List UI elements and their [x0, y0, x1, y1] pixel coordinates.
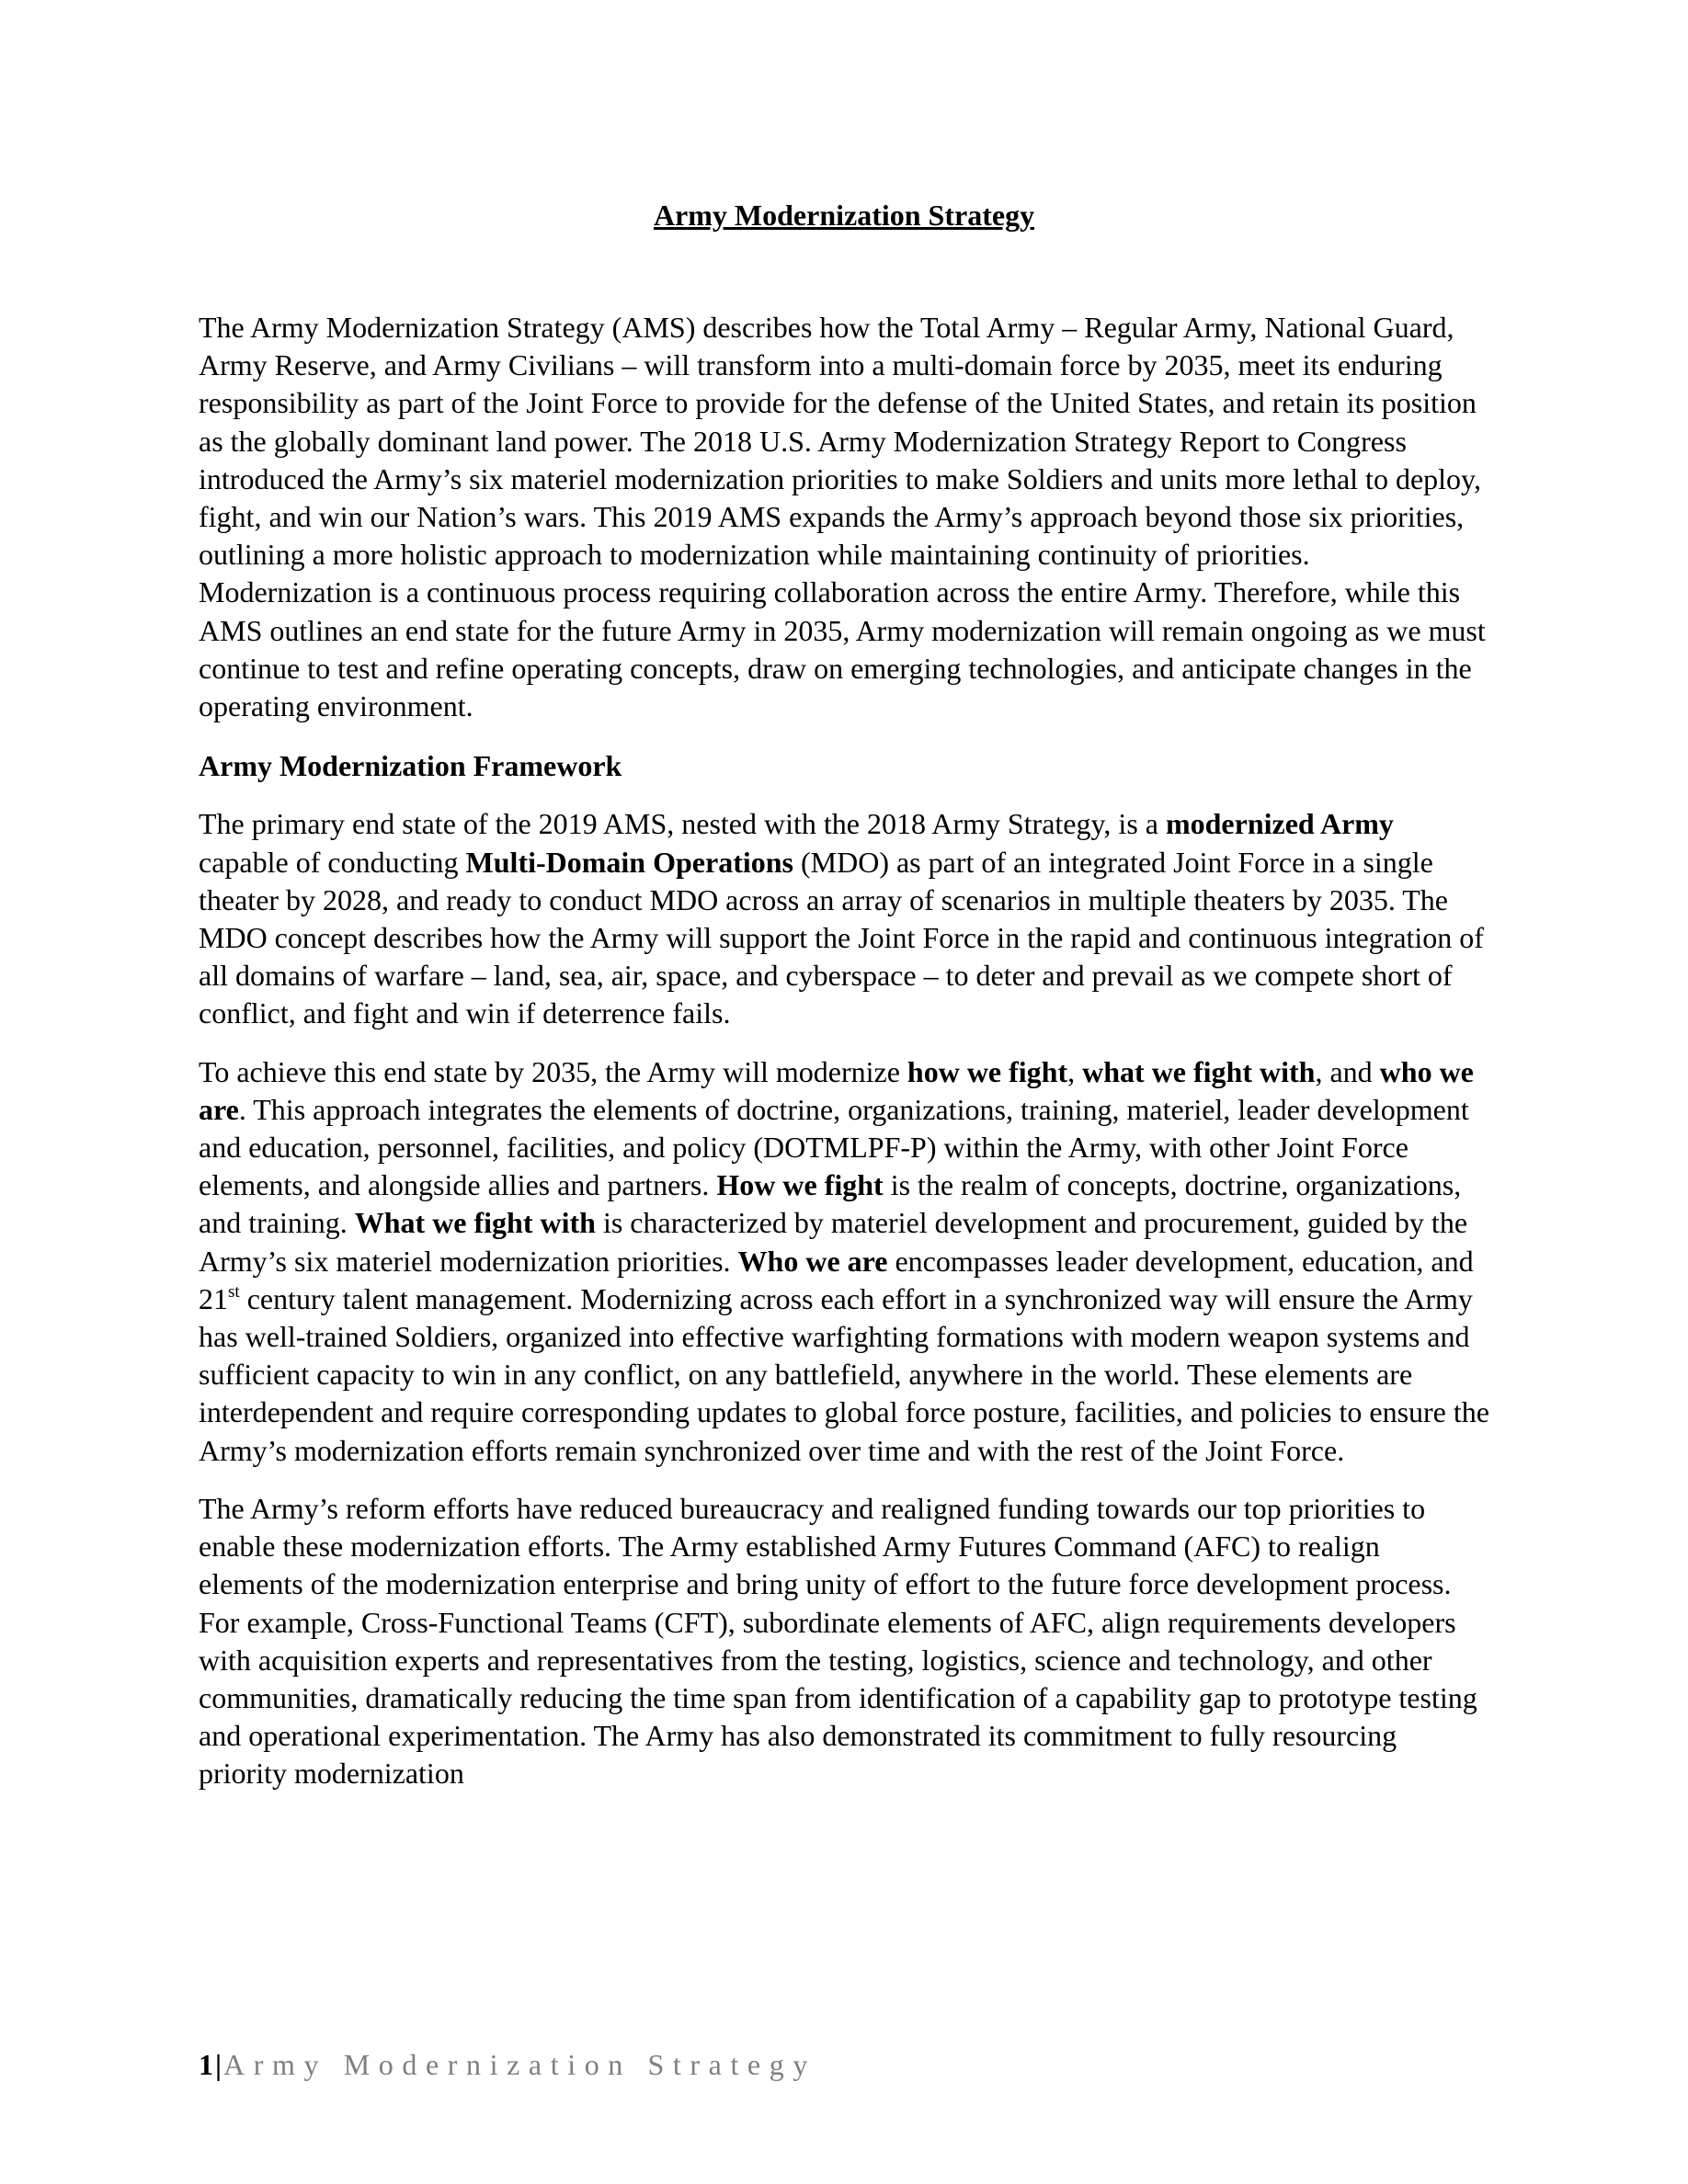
bold-term-mdo: Multi-Domain Operations: [465, 845, 793, 879]
bold-term-how-we-fight: how we fight: [907, 1054, 1068, 1088]
ordinal-superscript: st: [228, 1281, 240, 1302]
text-run: (MDO) as part of an integrated Joint Force in a single theater by 2028, and ready to conduct MDO across an array of scenarios in multiple theaters by 2035. The MDO concept describes how the Army will support the Joint Force in the rapid and continuous integration of all domains of warfare – land, sea, air, space, and cyberspace – to deter and prevail as we compete short of conflict, and fight and win if deterrence fails.: [199, 845, 1484, 1030]
text-run: To achieve this end state by 2035, the Army will modernize: [199, 1054, 907, 1088]
text-run: , and: [1315, 1054, 1380, 1088]
bold-term-how-we-fight-2: How we fight: [716, 1168, 884, 1202]
text-run: ,: [1067, 1054, 1083, 1088]
text-run: capable of conducting: [199, 845, 466, 879]
bold-term-what-we-fight-with-2: What we fight with: [354, 1206, 596, 1240]
reform-efforts-paragraph: The Army’s reform efforts have reduced bureaucracy and realigned funding towards our top priorities to enable these modernization efforts. The Army established Army Futures Command (AFC) to realign elements of the modernization enterprise and bring unity of effort to the future force development process. For example, Cross-Functional Teams (CFT), subordinate elements of AFC, align requirements developers with acquisition experts and representatives from the testing, logistics, science and technology, and other communities, dramatically reducing the time span from identification of a capability gap to prototype testing and operational experimentation. The Army has also demonstrated its commitment to fully resourcing priority modernization: [199, 1491, 1477, 1791]
end-state-paragraph: [199, 805, 1489, 1032]
footer-separator: |: [215, 2048, 222, 2081]
bold-term-modernized-army: modernized Army: [1165, 807, 1394, 841]
section-heading-framework: Army Modernization Framework: [199, 749, 622, 783]
footer-running-title: Army Modernization Strategy: [223, 2048, 816, 2081]
bold-term-who-we-are: who we are: [199, 1054, 1474, 1126]
text-run: is the realm of concepts, doctrine, organizations, and training.: [199, 1168, 1462, 1240]
page-number: 1: [199, 2048, 213, 2081]
page-content: [199, 195, 1489, 1793]
intro-paragraph: The Army Modernization Strategy (AMS) describes how the Total Army – Regular Army, National Guard, Army Reserve, and Army Civilians – will transform into a multi-domain force by 2035, meet its enduring responsibility as part of the Joint Force to provide for the defense of the United States, and retain its position as the globally dominant land power. The 2018 U.S. Army Modernization Strategy Report to Congress introduced the Army’s six materiel modernization priorities to make Soldiers and units more lethal to deploy, fight, and win our Nation’s wars. This 2019 AMS expands the Army’s approach beyond those six priorities, outlining a more holistic approach to modernization while maintaining continuity of priorities. Modernization is a continuous process requiring collaboration across the entire Army. Therefore, while this AMS outlines an end state for the future Army in 2035, Army modernization will remain ongoing as we must continue to test and refine operating concepts, draw on emerging technologies, and anticipate changes in the operating environment.: [199, 311, 1486, 723]
text-run: is characterized by materiel development and procurement, guided by the Army’s six materiel modernization priorities.: [199, 1206, 1468, 1278]
modernize-approach-paragraph: [199, 1053, 1489, 1470]
document-title: Army Modernization Strategy: [653, 199, 1035, 232]
bold-term-what-we-fight-with: what we fight with: [1082, 1054, 1316, 1088]
text-run: century talent management. Modernizing across each effort in a synchronized way will ensure the Army has well-trained Soldiers, organized into effective warfighting formations with modern weapon systems and sufficient capacity to win in any conflict, on any battlefield, anywhere in the world. These elements are interdependent and require corresponding updates to global force posture, facilities, and policies to ensure the Army’s modernization efforts remain synchronized over time and with the rest of the Joint Force.: [199, 1281, 1489, 1467]
bold-term-who-we-are-2: Who we are: [737, 1244, 888, 1278]
text-run: The primary end state of the 2019 AMS, nested with the 2018 Army Strategy, is a: [199, 807, 1166, 841]
page-footer: [199, 2046, 816, 2083]
text-run: encompasses leader development, education, and 21: [199, 1244, 1474, 1315]
text-run: . This approach integrates the elements of doctrine, organizations, training, materiel, leader development and education, personnel, facilities, and policy (DOTMLPF-P) within the Army, with other Joint Force elements, and alongside allies and partners.: [199, 1092, 1469, 1202]
